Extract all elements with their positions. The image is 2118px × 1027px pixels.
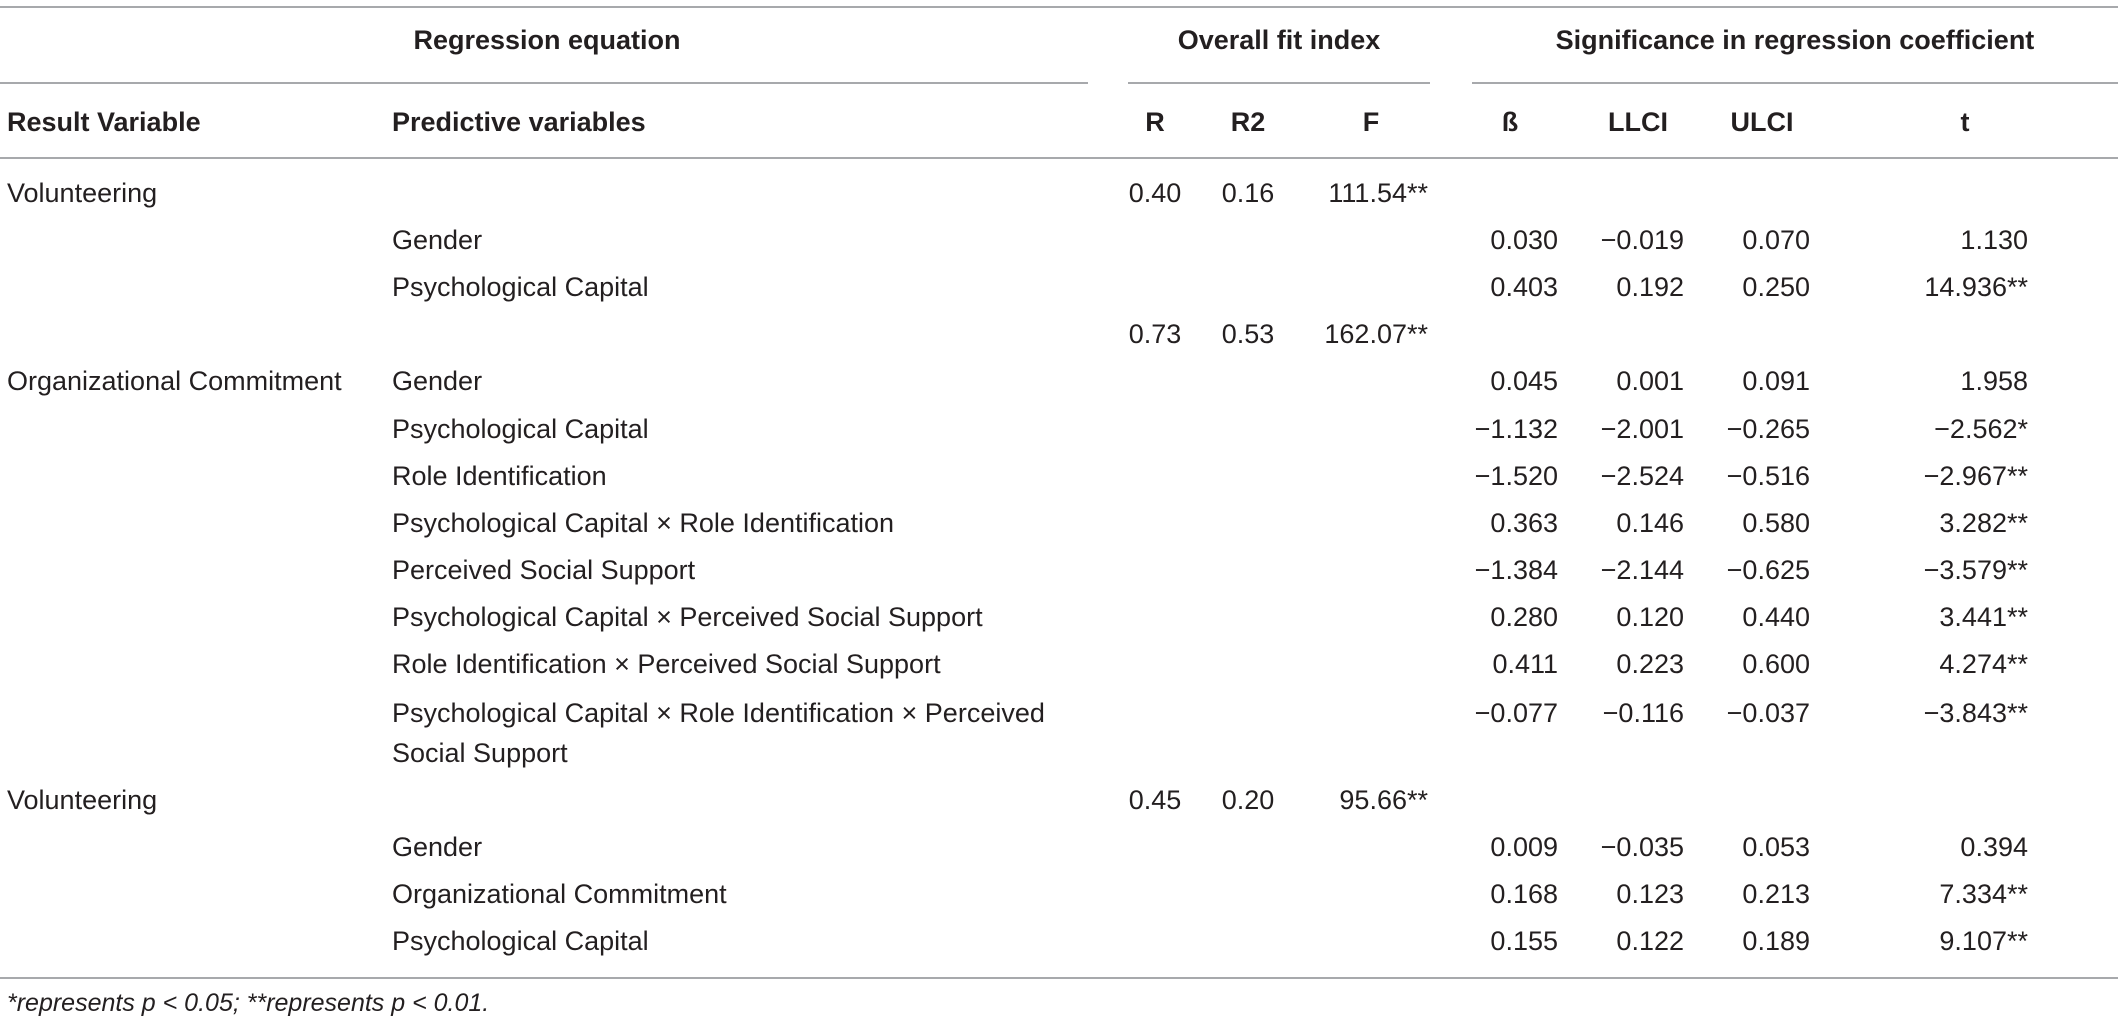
cell-beta: 0.363 [1490, 508, 1558, 538]
table-top-rule [0, 6, 2118, 8]
cell-llci: −0.035 [1600, 832, 1684, 862]
cell-ulci: 0.580 [1742, 508, 1810, 538]
cell-f: 95.66** [1339, 785, 1428, 815]
cell-ulci: −0.265 [1726, 414, 1810, 444]
cell-r: 0.73 [1128, 319, 1182, 349]
cell-beta: −1.520 [1474, 461, 1558, 491]
cell-predictor: Psychological Capital [392, 414, 649, 444]
cell-llci: 0.146 [1616, 508, 1684, 538]
cell-t: 14.936** [1924, 272, 2028, 302]
cell-beta: 0.403 [1490, 272, 1558, 302]
header-bottom-rule [0, 157, 2118, 159]
cell-r2: 0.53 [1221, 319, 1275, 349]
cell-llci: −2.144 [1600, 555, 1684, 585]
cell-beta: 0.045 [1490, 366, 1558, 396]
cell-predictor: Role Identification × Perceived Social Support [392, 649, 941, 679]
cell-predictor: Psychological Capital × Perceived Social Support [392, 602, 983, 632]
group-header-coef: Significance in regression coefficient [1555, 25, 2035, 55]
cell-llci: 0.223 [1616, 649, 1684, 679]
cell-predictor: Psychological Capital [392, 926, 649, 956]
cell-predictor: Perceived Social Support [392, 555, 696, 585]
column-header-ulci: ULCI [1730, 107, 1794, 137]
cell-ulci: −0.625 [1726, 555, 1810, 585]
table-bottom-rule [0, 977, 2118, 979]
cell-r2: 0.20 [1221, 785, 1275, 815]
column-header-predictive: Predictive variables [392, 107, 646, 137]
cell-t: 0.394 [1960, 832, 2028, 862]
group-header-regression: Regression equation [413, 25, 681, 55]
cell-result: Volunteering [7, 785, 158, 815]
cell-ulci: 0.213 [1742, 879, 1810, 909]
cell-ulci: 0.070 [1742, 225, 1810, 255]
cell-llci: −2.001 [1600, 414, 1684, 444]
cell-t: 1.958 [1960, 366, 2028, 396]
cell-beta: −1.132 [1474, 414, 1558, 444]
cell-predictor: Gender [392, 832, 483, 862]
cell-ulci: 0.189 [1742, 926, 1810, 956]
cell-llci: −0.116 [1602, 698, 1684, 728]
cell-t: 9.107** [1939, 926, 2028, 956]
cell-llci: 0.120 [1616, 602, 1684, 632]
cell-ulci: 0.053 [1742, 832, 1810, 862]
group-header-fit: Overall fit index [1177, 25, 1381, 55]
cell-beta: 0.168 [1490, 879, 1558, 909]
cell-ulci: −0.516 [1726, 461, 1810, 491]
cell-t: −2.967** [1923, 461, 2028, 491]
cell-llci: −2.524 [1600, 461, 1684, 491]
cell-r2: 0.16 [1221, 178, 1275, 208]
cell-ulci: −0.037 [1726, 698, 1810, 728]
table-footnote: *represents p < 0.05; **represents p < 0.01. [7, 989, 490, 1017]
coef-group-underline [1472, 82, 2118, 84]
cell-predictor: Organizational Commitment [392, 879, 727, 909]
cell-predictor: Gender [392, 366, 483, 396]
cell-r: 0.40 [1128, 178, 1182, 208]
column-header-llci: LLCI [1608, 107, 1668, 137]
cell-llci: 0.123 [1616, 879, 1684, 909]
regression-group-underline [0, 82, 1088, 84]
cell-t: 3.441** [1939, 602, 2028, 632]
cell-llci: 0.192 [1616, 272, 1684, 302]
cell-t: 1.130 [1960, 225, 2028, 255]
cell-predictor: Psychological Capital × Role Identification [392, 508, 895, 538]
column-header-r: R [1145, 107, 1165, 137]
cell-t: 7.334** [1939, 879, 2028, 909]
cell-f: 162.07** [1324, 319, 1428, 349]
cell-llci: −0.019 [1600, 225, 1684, 255]
cell-ulci: 0.600 [1742, 649, 1810, 679]
cell-result: Organizational Commitment [7, 366, 342, 396]
column-header-r2: R2 [1230, 107, 1266, 137]
cell-f: 111.54** [1328, 178, 1428, 208]
cell-beta: −0.077 [1474, 698, 1558, 728]
cell-predictor: Psychological Capital × Role Identification × Perceived Social Support [392, 698, 1045, 768]
cell-r: 0.45 [1128, 785, 1182, 815]
cell-t: 3.282** [1939, 508, 2028, 538]
cell-t: −2.562* [1934, 414, 2028, 444]
cell-beta: 0.280 [1490, 602, 1558, 632]
fit-group-underline [1128, 82, 1430, 84]
cell-ulci: 0.250 [1742, 272, 1810, 302]
column-header-f: F [1362, 107, 1380, 137]
column-header-beta: ß [1501, 107, 1519, 137]
cell-beta: 0.030 [1490, 225, 1558, 255]
cell-beta: −1.384 [1474, 555, 1558, 585]
cell-t: −3.579** [1923, 555, 2028, 585]
cell-result: Volunteering [7, 178, 158, 208]
column-header-result: Result Variable [7, 107, 201, 137]
cell-predictor: Psychological Capital [392, 272, 649, 302]
cell-ulci: 0.091 [1742, 366, 1810, 396]
cell-t: 4.274** [1939, 649, 2028, 679]
cell-beta: 0.155 [1490, 926, 1558, 956]
cell-predictor: Role Identification [392, 461, 607, 491]
cell-beta: 0.411 [1492, 649, 1558, 679]
cell-t: −3.843** [1923, 698, 2028, 728]
cell-llci: 0.001 [1616, 366, 1684, 396]
cell-ulci: 0.440 [1742, 602, 1810, 632]
column-header-t: t [1960, 107, 1970, 137]
cell-llci: 0.122 [1616, 926, 1684, 956]
cell-predictor: Gender [392, 225, 483, 255]
cell-beta: 0.009 [1490, 832, 1558, 862]
